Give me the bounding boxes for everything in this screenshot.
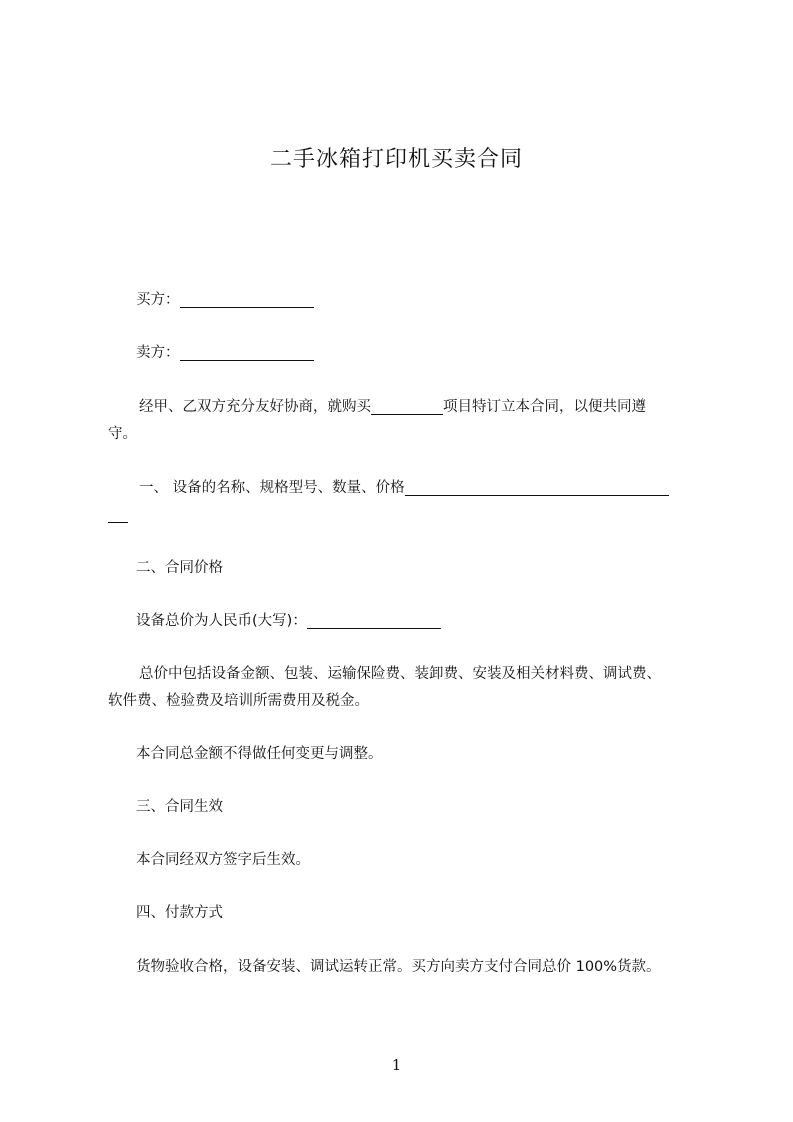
section-2-heading: 二、合同价格 (136, 560, 223, 576)
intro-line-2: 守。 (108, 426, 137, 442)
total-price-line (136, 608, 736, 635)
equipment-blank-cont[interactable] (108, 504, 128, 523)
total-price-label: 设备总价为人民币(大写)： (136, 613, 307, 629)
section-1-line-2 (108, 502, 708, 529)
seller-label: 卖方： (136, 345, 180, 361)
price-includes-line-2: 软件费、检验费及培训所需费用及税金。 (108, 693, 369, 709)
buyer-blank[interactable] (180, 289, 314, 308)
section-1-heading: 一、 设备的名称、规格型号、数量、价格 (139, 480, 405, 496)
document-title: 二手冰箱打印机买卖合同 (269, 147, 523, 172)
equipment-blank[interactable] (405, 477, 669, 496)
section-3-heading: 三、合同生效 (136, 799, 223, 815)
effective-clause: 本合同经双方签字后生效。 (136, 852, 310, 868)
page-number: 1 (391, 1056, 402, 1074)
price-includes-line-1: 总价中包括设备金额、包装、运输保险费、装卸费、安装及相关材料费、调试费、 (139, 666, 661, 682)
payment-clause: 货物验收合格，设备安装、调试运转正常。买方向卖方支付合同总价 100%货款。 (136, 959, 661, 975)
seller-blank[interactable] (180, 342, 314, 361)
intro-text-2: 项目特订立本合同，以便共同遵 (443, 399, 646, 415)
buyer-line (136, 287, 736, 314)
seller-line (136, 340, 736, 367)
buyer-label: 买方： (136, 292, 180, 308)
intro-text-1: 经甲、乙双方充分友好协商，就购买 (139, 399, 371, 415)
section-1-line (139, 475, 739, 502)
no-change-clause: 本合同总金额不得做任何变更与调整。 (136, 746, 383, 762)
section-4-heading: 四、付款方式 (136, 905, 223, 921)
project-blank[interactable] (371, 396, 443, 415)
intro-line-1 (139, 394, 739, 421)
total-price-blank[interactable] (307, 610, 441, 629)
